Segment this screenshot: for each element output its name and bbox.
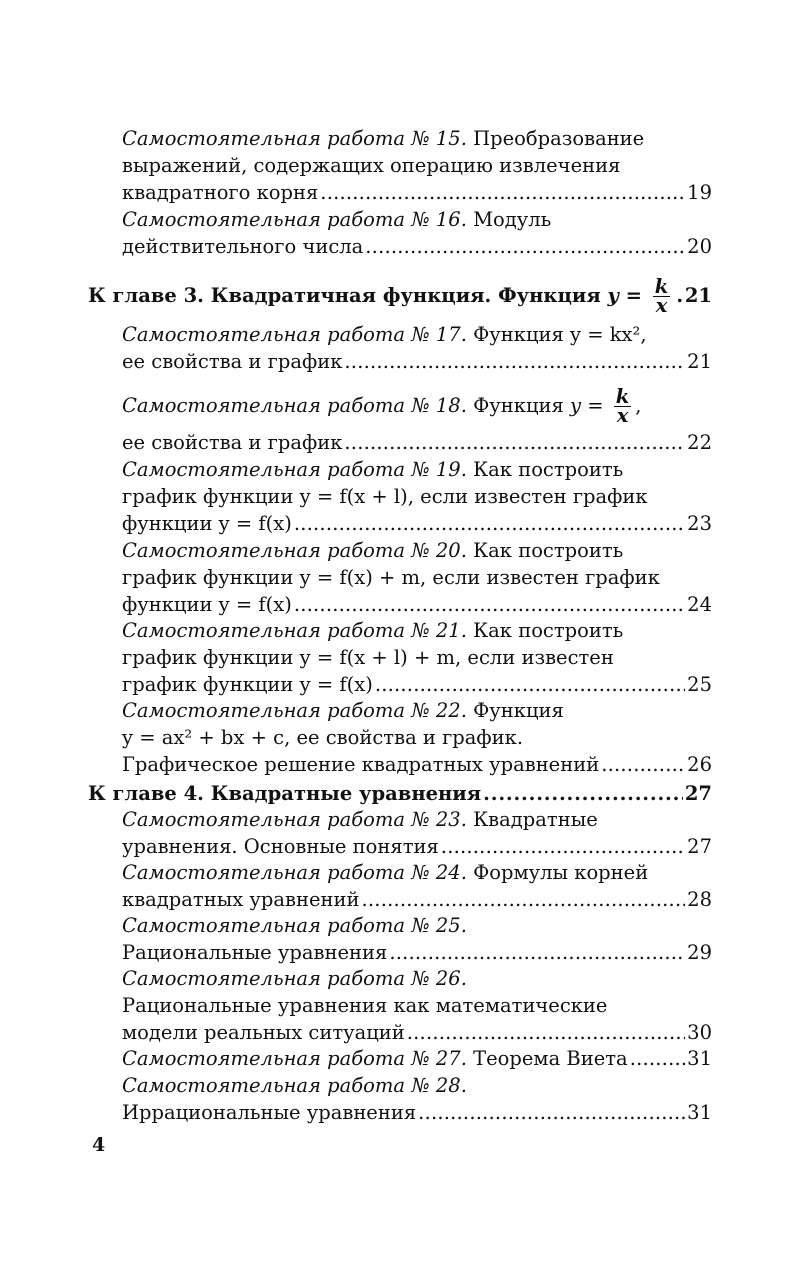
leader-dots — [483, 781, 683, 807]
entry-title: Рациональные уравнения как математические — [122, 994, 608, 1017]
work-label: Самостоятельная работа № 24. — [122, 861, 467, 884]
chapter-title: К главе 4. Квадратные уравнения — [88, 782, 482, 805]
toc-entry-18-lead — [122, 430, 712, 456]
work-label: Самостоятельная работа № 25. — [122, 914, 467, 937]
leader-dots — [365, 234, 685, 260]
toc-entry-19-lead — [122, 511, 712, 537]
chapter-4-heading — [88, 781, 712, 807]
toc-entry-17-lead — [122, 349, 712, 375]
leader-dots — [441, 834, 685, 860]
work-label: Самостоятельная работа № 27. — [122, 1047, 467, 1070]
leader-dots — [294, 592, 685, 618]
entry-title-cont: квадратного корня — [122, 181, 319, 204]
formula-y: y = — [569, 394, 610, 417]
work-label: Самостоятельная работа № 18. — [122, 394, 467, 417]
leader-dots — [389, 940, 685, 966]
leader-dots — [601, 752, 685, 778]
toc-entry-17 — [122, 322, 712, 348]
toc-entry-25 — [122, 913, 712, 939]
entry-title: Функция — [473, 394, 570, 417]
work-label: Самостоятельная работа № 22. — [122, 699, 467, 722]
toc-entry-20-lead — [122, 592, 712, 618]
fraction-k-over-x — [614, 385, 632, 427]
page-number: 31 — [687, 1047, 712, 1070]
toc-entry-22-lead — [122, 752, 712, 778]
toc-entry-26-lead — [122, 1020, 712, 1046]
leader-dots — [362, 887, 686, 913]
entry-title-cont: уравнения. Основные понятия — [122, 835, 439, 858]
entry-title-cont: y = ax² + bx + c, ее свойства и график. — [122, 726, 524, 749]
entry-title: Как построить — [473, 458, 624, 481]
page-number: 29 — [687, 941, 712, 964]
entry-title: Формулы корней — [473, 861, 649, 884]
toc-entry-20 — [122, 538, 712, 564]
work-label: Самостоятельная работа № 19. — [122, 458, 467, 481]
toc-entry-15-lead — [122, 180, 712, 206]
page-number: 30 — [687, 1021, 712, 1044]
entry-title: Функция — [473, 699, 564, 722]
fraction-denominator: x — [616, 404, 629, 427]
entry-title: Функция y = kx², — [473, 323, 647, 346]
page-number: 21 — [687, 350, 712, 373]
work-label: Самостоятельная работа № 15. — [122, 127, 467, 150]
entry-title: Иррациональные уравнения — [122, 1101, 417, 1124]
toc-entry-28-lead — [122, 1100, 712, 1126]
entry-title: Как построить — [473, 619, 624, 642]
entry-title-cont: график функции y = f(x) — [122, 673, 373, 696]
entry-title: Рациональные уравнения — [122, 941, 388, 964]
toc-entry-19 — [122, 457, 712, 483]
leader-dots — [375, 672, 685, 698]
work-label: Самостоятельная работа № 16. — [122, 208, 467, 231]
entry-title: Модуль — [473, 208, 552, 231]
work-label: Самостоятельная работа № 17. — [122, 323, 467, 346]
leader-dots — [676, 283, 683, 309]
toc-entry-16 — [122, 207, 712, 233]
fraction-numerator: k — [654, 275, 669, 298]
chapter-title: К главе 3. Квадратичная функция. Функция — [88, 284, 608, 307]
entry-title-cont: функции y = f(x) — [122, 512, 292, 535]
page-number: 31 — [687, 1101, 712, 1124]
work-label: Самостоятельная работа № 26. — [122, 967, 467, 990]
leader-dots — [344, 430, 685, 456]
entry-title-cont: ее свойства и график — [122, 350, 343, 373]
entry-title-cont: график функции y = f(x + l), если известен график — [122, 485, 648, 508]
page-number: 25 — [687, 673, 712, 696]
page-number: 19 — [687, 181, 712, 204]
comma: , — [635, 394, 642, 417]
entry-title-cont: действительного числа — [122, 235, 364, 258]
entry-title-cont: выражений, содержащих операцию извлечения — [122, 154, 621, 177]
page-number: 26 — [687, 753, 712, 776]
entry-title: Теорема Виета — [473, 1047, 628, 1070]
toc-entry-21-lead — [122, 672, 712, 698]
entry-title-cont: квадратных уравнений — [122, 888, 360, 911]
leader-dots — [630, 1046, 685, 1072]
entry-title: Квадратные — [473, 808, 598, 831]
entry-title-cont: модели реальных ситуаций — [122, 1021, 405, 1044]
page-number: 22 — [687, 431, 712, 454]
entry-title: Как построить — [473, 539, 624, 562]
toc-entry-21 — [122, 618, 712, 644]
entry-title-cont: график функции y = f(x) + m, если известен график — [122, 566, 660, 589]
toc-entry-25-lead — [122, 940, 712, 966]
leader-dots — [418, 1100, 685, 1126]
leader-dots — [407, 1020, 685, 1046]
toc-entry-15 — [122, 126, 712, 152]
entry-title-cont: ее свойства и график — [122, 431, 343, 454]
leader-dots — [320, 180, 685, 206]
page-number: 23 — [687, 512, 712, 535]
toc-entry-28 — [122, 1073, 712, 1099]
toc-entry-23 — [122, 807, 712, 833]
formula-y: y = — [607, 284, 649, 307]
leader-dots — [294, 511, 685, 537]
page-number: 21 — [684, 284, 712, 307]
page-number: 27 — [684, 782, 712, 805]
entry-title-cont: график функции y = f(x + l) + m, если известен — [122, 646, 614, 669]
page-folio: 4 — [92, 1134, 106, 1156]
work-label: Самостоятельная работа № 21. — [122, 619, 467, 642]
work-label: Самостоятельная работа № 28. — [122, 1074, 467, 1097]
work-label: Самостоятельная работа № 20. — [122, 539, 467, 562]
entry-title-cont: функции y = f(x) — [122, 593, 292, 616]
toc-entry-22 — [122, 698, 712, 724]
toc-entry-26 — [122, 966, 712, 992]
toc-entry-16-lead — [122, 234, 712, 260]
page-number: 28 — [687, 888, 712, 911]
fraction-k-over-x — [653, 275, 671, 317]
leader-dots — [344, 349, 685, 375]
page-number: 24 — [687, 593, 712, 616]
fraction-denominator: x — [655, 294, 668, 317]
entry-title-cont: Графическое решение квадратных уравнений — [122, 753, 600, 776]
toc-entry-18 — [122, 385, 712, 427]
chapter-3-heading — [88, 275, 712, 317]
toc-entry-24 — [122, 860, 712, 886]
toc-entry-23-lead — [122, 834, 712, 860]
toc-entry-24-lead — [122, 887, 712, 913]
page-number: 20 — [687, 235, 712, 258]
toc-entry-27 — [122, 1046, 712, 1072]
fraction-numerator: k — [615, 385, 630, 408]
entry-title: Преобразование — [473, 127, 645, 150]
work-label: Самостоятельная работа № 23. — [122, 808, 467, 831]
page-number: 27 — [687, 835, 712, 858]
